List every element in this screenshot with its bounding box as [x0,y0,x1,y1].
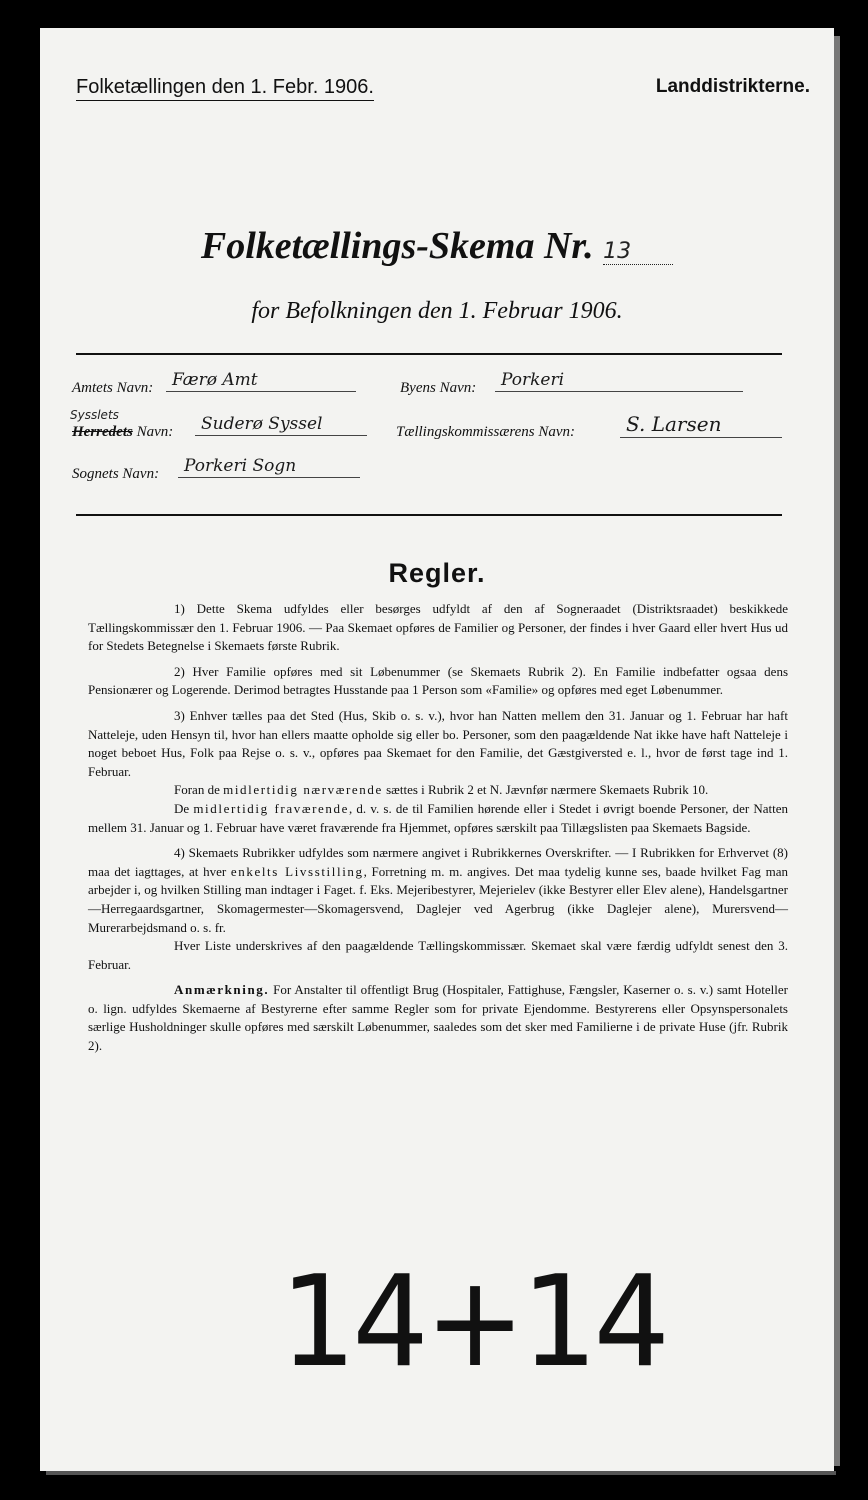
kommissaer-label: Tællingskommissærens Navn: [396,424,576,440]
rule-2: 2) Hver Familie opføres med sit Løbenummer (se Skemaets Rubrik 2). En Familie indbefatter ogsaa dens Pensionærer og Logerende. Derimod betragtes Husstande paa 1 Person som «Familie» og opføres med eget Løbenummer. [88,663,788,698]
handwritten-count: 14+14 [280,1249,666,1396]
form-title-text: Folketællings-Skema Nr. [200,225,594,267]
sogn-label: Sognets Navn: [72,466,160,482]
note-text: For Anstalter til offentligt Brug (Hospitaler, Fattighuse, Fængsler, Kaserner o. s. v.) samt Hoteller o. lign. udfyldes Skemaerne af Bestyrerne efter samme Regler som for private Ejendomme. Bestyrerens eller Opsynspersonalets særlige Husholdninger skulle opføres med særskilt Løbenummer, saaledes som det sker med Familierne i de private Huse (jfr. Rubrik 2). [88,982,788,1054]
herred-label-rest: Navn: [132,424,174,440]
amt-value: Færø Amt [166,370,356,392]
census-form-page [40,28,834,1471]
form-subtitle: for Befolkningen den 1. Februar 1906. [251,298,623,324]
district-type-header: Landdistrikterne. [655,76,810,97]
rule-3-absent: De midlertidig fraværende, d. v. s. de til Familien hørende eller i Stedet i øvrigt boende Personer, der Natten mellem 31. Januar og 1. Februar have været fraværende fra Hjemmet, opføres særskilt paa Tillægslisten paa Skemaets Bagside. [88,800,788,835]
rules-heading: Regler. [388,558,486,588]
sogn-value: Porkeri Sogn [178,456,360,478]
byens-label: Byens Navn: [400,380,477,396]
herred-label [72,424,173,441]
herred-value: Suderø Syssel [195,414,367,436]
census-date-header: Folketællingen den 1. Febr. 1906. [76,76,374,101]
rule-3-present: Foran de midlertidig nærværende sættes i Rubrik 2 et N. Jævnfør nærmere Skemaets Rubrik 10. [174,782,709,798]
page-edge-shadow [834,36,840,1466]
rule-4: 4) Skemaets Rubrikker udfyldes som nærmere angivet i Rubrikkernes Overskrifter. — I Rubrikken for Erhvervet (8) maa det iagttages, at hver enkelts Livsstilling, Forretning m. m. angives. Det maa tydelig kunne ses, baade hvilket Fag man arbejder i, og hvilken Stilling man indtager i Faget. f. Eks. Mejeribestyrer, Mejerielev (ikke Bestyrer eller Elev alene), Handelsgartner—Herregaardsgartner, Skomagermester—Skomagersvend, Daglejer ved Agerbrug (ikke Daglejer alene), Murersvend—Murerarbejdsmand o. s. fr. [88,845,788,935]
herred-struck-word: Herredets [72,424,133,440]
amt-label: Amtets Navn: [72,380,154,396]
note-label: Anmærkning. [174,982,270,998]
top-divider [76,353,782,355]
kommissaer-value: S. Larsen [620,412,782,438]
page-bottom-shadow [46,1471,836,1475]
bottom-divider [76,514,782,516]
note [88,981,788,1055]
form-number: 13 [603,239,673,265]
rules-text [88,600,788,1063]
rule-4-signature: Hver Liste underskrives af den paagældende Tællingskommissær. Skemaet skal være færdig udfyldt senest den 3. Februar. [88,938,788,972]
rule-3: 3) Enhver tælles paa det Sted (Hus, Skib o. s. v.), hvor han Natten mellem den 31. Januar og 1. Februar har haft Natteleje, uden Hensyn til, hvor han ellers maatte opholde sig eller bo. Personer, som den paagældende Nat ikke have haft Natteleje i noget beboet Hus, Folk paa Rejse o. s. v., opføres paa Skemaet for den Familie, det Gæstgiversted e. l., hvor de først tage ind 1. Februar. [88,707,788,779]
herred-correction: Sysslets [70,408,119,422]
form-title [40,224,834,268]
byens-value: Porkeri [495,370,743,392]
rule-1: 1) Dette Skema udfyldes eller besørges udfyldt af den af Sogneraadet (Distriktsraadet) beskikkede Tællingskommissær den 1. Februar 1906. — Paa Skemaet opføres de Familier og Personer, der findes i hver Gaard eller hvert Hus ud for Stedets Betegnelse i Skemaets første Rubrik. [88,601,788,654]
